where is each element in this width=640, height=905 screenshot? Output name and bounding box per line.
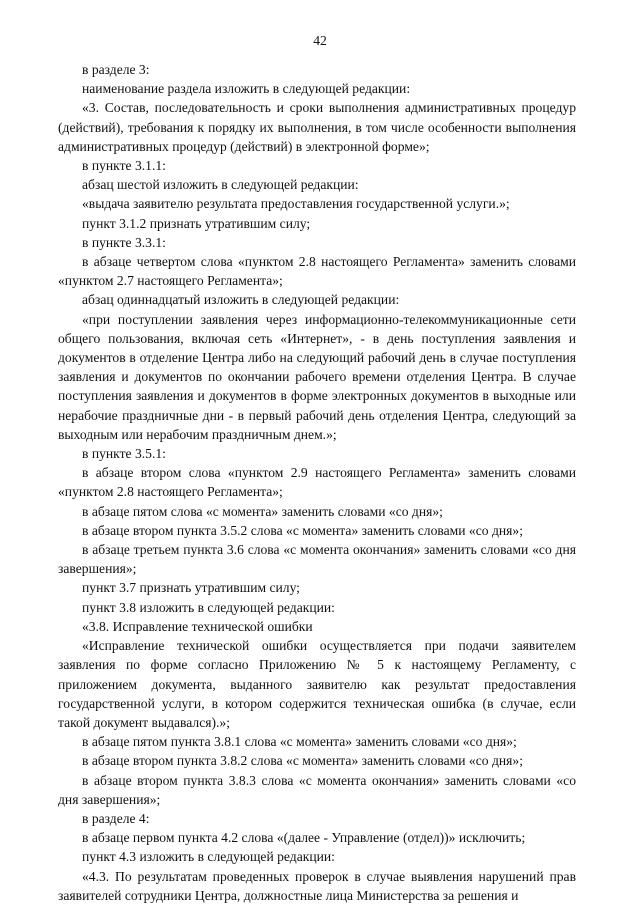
paragraph: пункт 4.3 изложить в следующей редакции: bbox=[82, 849, 335, 865]
paragraph: абзац шестой изложить в следующей редакции: bbox=[82, 177, 359, 193]
paragraph: в пункте 3.5.1: bbox=[82, 446, 166, 462]
paragraph: в абзаце четвертом слова «пунктом 2.8 настоящего Регламента» заменить словами «пунктом 2.7 настоящего Регламента»; bbox=[58, 254, 576, 289]
paragraph: в абзаце пятом слова «с момента» заменить словами «со дня»; bbox=[82, 503, 443, 519]
paragraph: в пункте 3.3.1: bbox=[82, 234, 166, 250]
paragraph: «3. Состав, последовательность и сроки выполнения административных процедур (действий), требования к порядку их выполнения, в том числе особенности выполнения административных процедур (действий) в электронной форме»; bbox=[58, 100, 576, 154]
paragraph: пункт 3.7 признать утратившим силу; bbox=[82, 580, 300, 596]
document-body bbox=[58, 60, 576, 905]
paragraph: абзац одиннадцатый изложить в следующей редакции: bbox=[82, 292, 400, 308]
paragraph: в абзаце втором слова «пунктом 2.9 настоящего Регламента» заменить словами «пунктом 2.8 настоящего Регламента»; bbox=[58, 465, 576, 500]
paragraph: в разделе 3: bbox=[82, 62, 150, 77]
paragraph: «4.3. По результатам проведенных проверок в случае выявления нарушений прав заявителей сотрудники Центра, должностные лица Министерства за решения и bbox=[58, 868, 576, 903]
paragraph: наименование раздела изложить в следующей редакции: bbox=[82, 81, 411, 97]
paragraph: в абзаце втором пункта 3.8.3 слова «с момента окончания» заменить словами «со дня завершения»; bbox=[58, 772, 576, 807]
paragraph: в пункте 3.1.1: bbox=[82, 158, 166, 174]
paragraph: в абзаце втором пункта 3.5.2 слова «с момента» заменить словами «со дня»; bbox=[82, 522, 523, 538]
paragraph: в абзаце первом пункта 4.2 слова «(далее - Управление (отдел))» исключить; bbox=[82, 830, 526, 846]
paragraph: пункт 3.1.2 признать утратившим силу; bbox=[82, 215, 311, 231]
paragraph: «выдача заявителю результата предоставления государственной услуги.»; bbox=[82, 196, 510, 212]
page-number: 42 bbox=[313, 33, 327, 48]
paragraph: в абзаце втором пункта 3.8.2 слова «с момента» заменить словами «со дня»; bbox=[82, 753, 523, 769]
paragraph: пункт 3.8 изложить в следующей редакции: bbox=[82, 599, 335, 615]
paragraph: «Исправление технической ошибки осуществляется при подачи заявителем заявления по форме согласно Приложению № 5 к настоящему Регламенту, с приложением документа, выданного заявителю как результат предоставления государственной услуги, в котором содержится техническая ошибка (в случае, если такой документ выдавался).»; bbox=[58, 638, 576, 730]
paragraph: «3.8. Исправление технической ошибки bbox=[82, 618, 313, 634]
paragraph: в абзаце пятом пункта 3.8.1 слова «с момента» заменить словами «со дня»; bbox=[82, 734, 517, 750]
paragraph: в абзаце третьем пункта 3.6 слова «с момента окончания» заменить словами «со дня завершения»; bbox=[58, 542, 576, 577]
paragraph: в разделе 4: bbox=[82, 810, 150, 826]
paragraph: «при поступлении заявления через информационно-телекоммуникационные сети общего пользования, включая сеть «Интернет», - в день поступления заявления и документов в отделение Центра либо на следующий рабочий день в случае поступления заявления и документов по окончании рабочего времени отделения Центра. В случае поступления заявления и документов в форме электронных документов в выходные или нерабочие праздничные дни - в первый рабочий день отделения Центра, следующий за выходным или нерабочим праздничным днем.»; bbox=[58, 311, 576, 442]
